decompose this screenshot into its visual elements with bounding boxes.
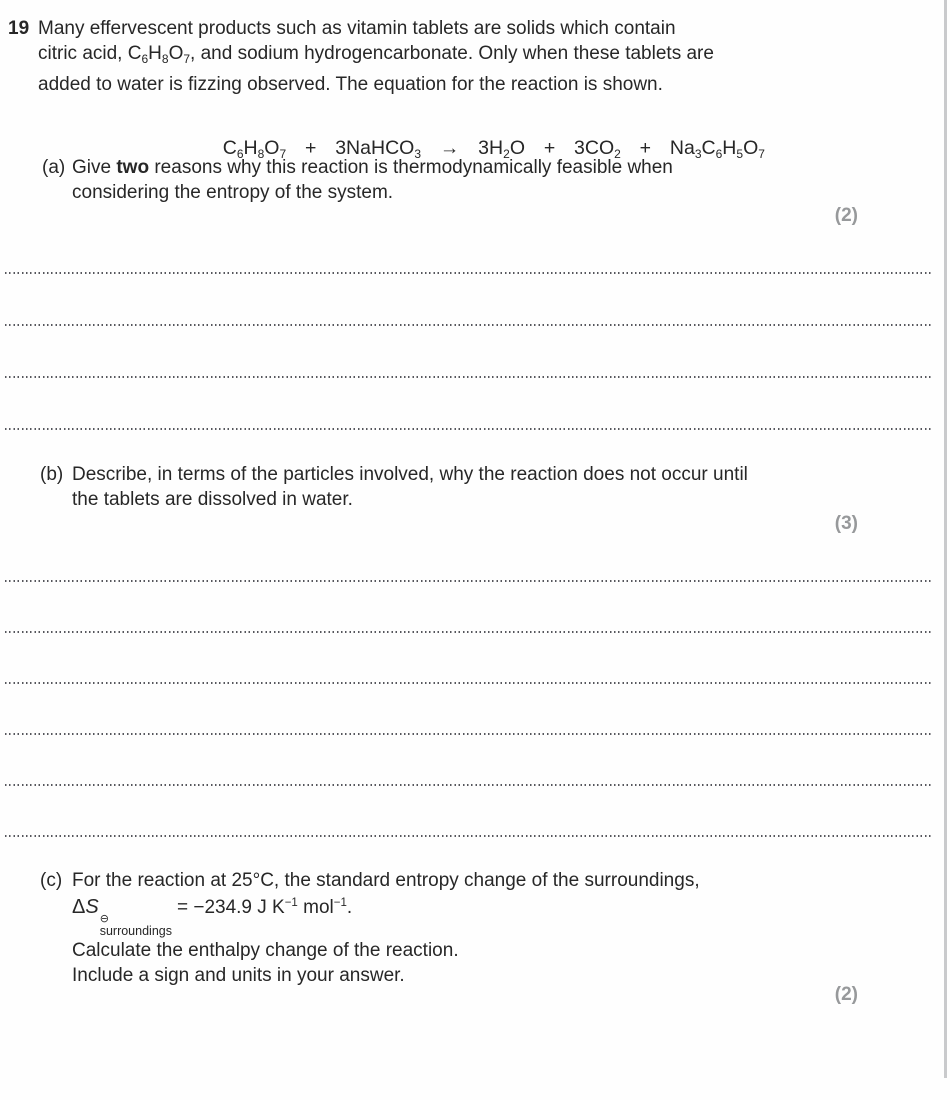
intro-line-3: added to water is fizzing observed. The equation for the reaction is shown. bbox=[38, 74, 663, 95]
answer-line bbox=[5, 428, 932, 430]
chemical-equation: $C_6H_8O_7$ + 3NaHCO$_3$ → $3H_2O + 3CO_2 + Na_3C_6H_5O_7$ bbox=[222, 137, 765, 161]
answer-line bbox=[5, 272, 932, 274]
answer-line bbox=[5, 682, 932, 684]
part-c-label: (c) bbox=[40, 870, 63, 891]
question-number: 19 bbox=[8, 18, 30, 39]
standard-state-stack bbox=[100, 914, 172, 938]
entropy-variable: S bbox=[85, 896, 99, 918]
answer-line bbox=[5, 631, 932, 633]
answer-line bbox=[5, 580, 932, 582]
part-b-text bbox=[72, 462, 748, 512]
question-intro bbox=[38, 16, 714, 97]
part-c-line-1: For the reaction at 25°C, the standard entropy change of the surroundings, bbox=[72, 870, 700, 891]
answer-line bbox=[5, 376, 932, 378]
answer-line bbox=[5, 733, 932, 735]
part-a-line-2: considering the entropy of the system. bbox=[72, 182, 394, 203]
part-c-marks: (2) bbox=[834, 984, 858, 1005]
part-a-line-1: Give two reasons why this reaction is thermodynamically feasible when bbox=[72, 157, 673, 178]
standard-state-icon: ⊖ bbox=[99, 913, 109, 925]
answer-line bbox=[5, 835, 932, 837]
entropy-surroundings-expression: ΔS ⊖ surroundings = −234.9 J $K^{-1}$ mol$^{-1}$. bbox=[72, 896, 353, 938]
part-c-line-3: Calculate the enthalpy change of the reaction. bbox=[72, 940, 459, 961]
answer-line bbox=[5, 784, 932, 786]
part-c-line-4: Include a sign and units in your answer. bbox=[72, 965, 405, 986]
part-b-line-1: Describe, in terms of the particles involved, why the reaction does not occur until bbox=[72, 464, 748, 485]
part-b-label: (b) bbox=[40, 464, 64, 485]
answer-line bbox=[5, 324, 932, 326]
part-a-text bbox=[72, 155, 673, 205]
intro-line-1: Many effervescent products such as vitamin tablets are solids which contain bbox=[38, 18, 676, 39]
part-a-marks: (2) bbox=[834, 205, 858, 226]
part-a-label: (a) bbox=[42, 157, 66, 178]
part-b-marks: (3) bbox=[834, 513, 858, 534]
delta-symbol: Δ bbox=[72, 896, 86, 918]
surroundings-subscript: surroundings bbox=[99, 924, 172, 938]
intro-line-2: citric acid, $C_6H_8O_7$, and sodium hydrogencarbonate. Only when these tablets are bbox=[38, 43, 714, 66]
part-b-line-2: the tablets are dissolved in water. bbox=[72, 489, 353, 510]
